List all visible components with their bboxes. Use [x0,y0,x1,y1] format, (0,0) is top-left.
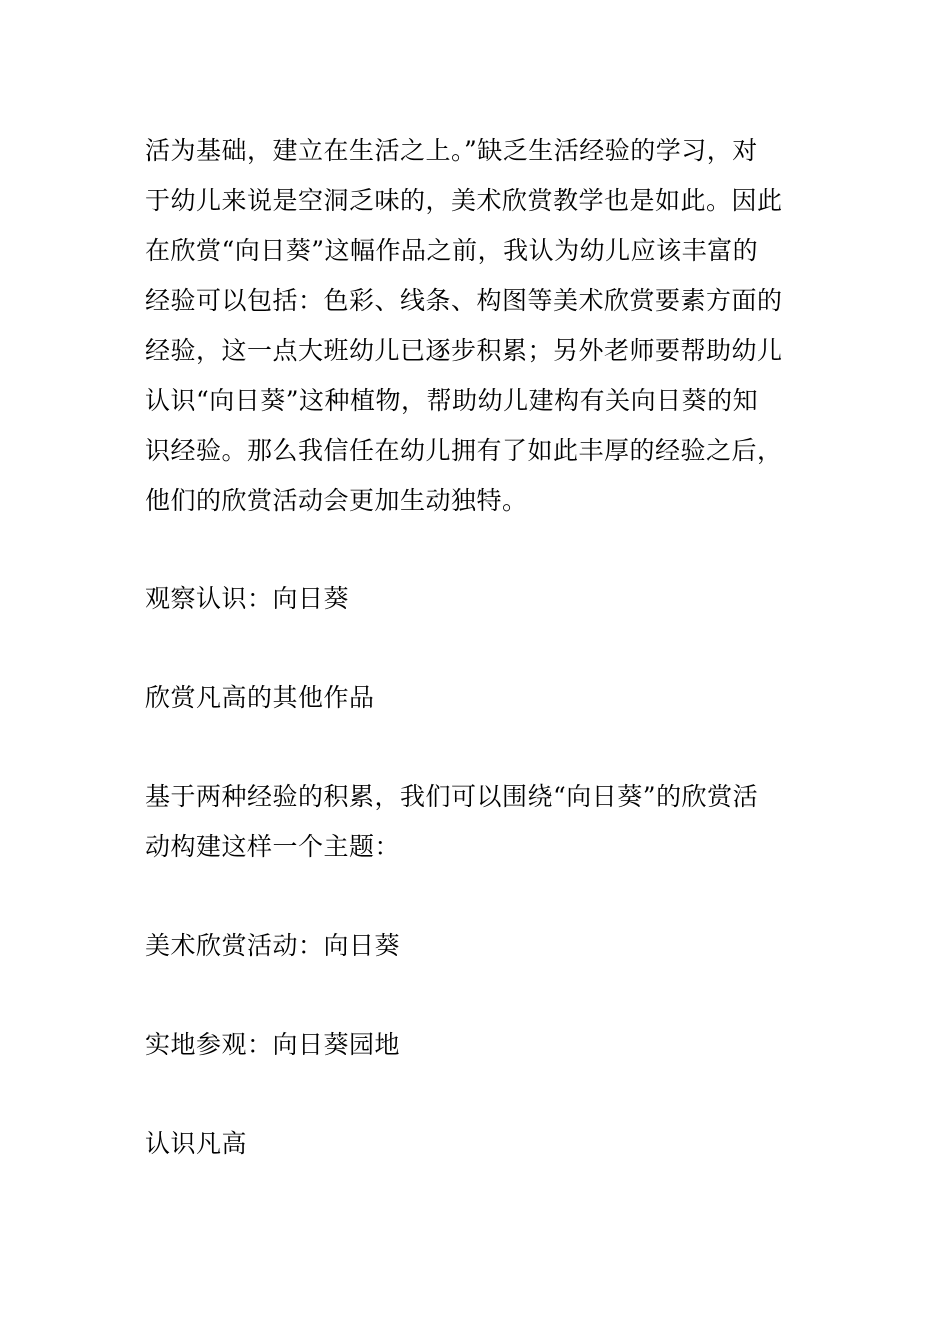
intro-paragraph [145,126,810,526]
text-line: 识经验。那么我信任在幼儿拥有了如此丰厚的经验之后， [145,436,783,465]
text-line: 经验可以包括：色彩、线条、构图等美术欣赏要素方面的 [145,286,783,315]
text-line: 基于两种经验的积累，我们可以围绕“向日葵”的欣赏活 [145,782,759,811]
text-line: 动构建这样一个主题： [145,832,401,861]
text-line: 认识“向日葵”这种植物，帮助幼儿建构有关向日葵的知 [145,386,759,415]
text-line: 他们的欣赏活动会更加生动独特。 [145,486,528,515]
text-line: 在欣赏“向日葵”这幅作品之前，我认为幼儿应该丰富的 [145,236,759,265]
observe-item: 观察认识：向日葵 [145,584,350,613]
appreciate-other-works-item: 欣赏凡高的其他作品 [145,683,375,712]
theme-paragraph [145,772,810,872]
know-van-gogh-item: 认识凡高 [145,1129,248,1158]
text-line: 经验，这一点大班幼儿已逐步积累；另外老师要帮助幼儿 [145,336,783,365]
text-line: 于幼儿来说是空洞乏味的，美术欣赏教学也是如此。因此 [145,186,783,215]
art-appreciation-activity-item: 美术欣赏活动：向日葵 [145,931,401,960]
field-visit-item: 实地参观：向日葵园地 [145,1030,401,1059]
text-line: 活为基础，建立在生活之上。”缺乏生活经验的学习，对 [145,136,758,165]
